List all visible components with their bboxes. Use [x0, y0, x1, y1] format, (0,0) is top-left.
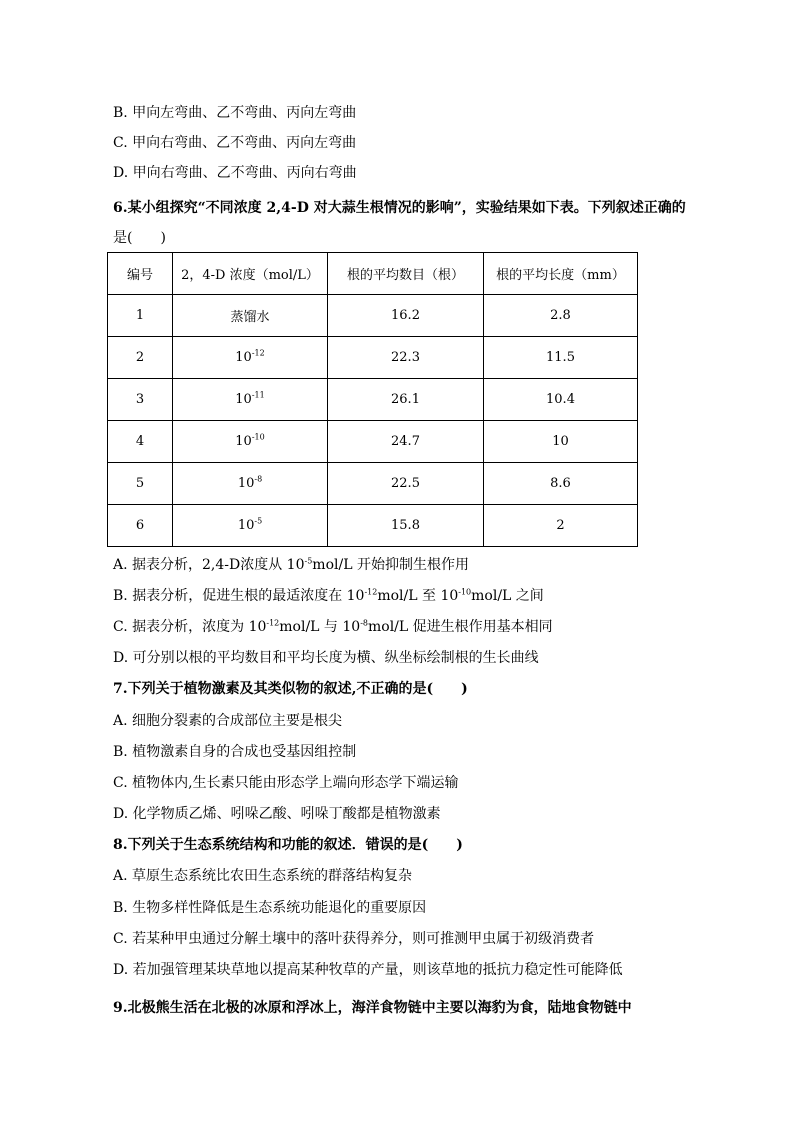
conc-base: 10: [235, 434, 252, 449]
cell-concentration: [173, 379, 328, 421]
conc-base: 10: [237, 518, 255, 533]
table-row: [108, 337, 638, 379]
conc-exponent: -10: [251, 432, 265, 442]
cell-concentration: [173, 337, 328, 379]
q8-stem-text: 8.下列关于生态系统结构和功能的叙述．错误的是( ): [113, 837, 463, 853]
q7-option-a: A. 细胞分裂素的合成部位主要是根尖: [113, 713, 343, 729]
cell-length: 8.6: [484, 463, 638, 505]
opt-exponent: -12: [266, 618, 280, 628]
q6-stem-text: 6.某小组探究“不同浓度 2,4-D 对大蒜生根情况的影响”，实验结果如下表。下列叙述正确的: [113, 200, 686, 216]
cell-count: 24.7: [328, 421, 484, 463]
cell-length: 11.5: [484, 337, 638, 379]
opt-text: C. 据表分析，浓度为 10: [113, 619, 267, 635]
conc-exponent: -12: [251, 348, 265, 358]
header-root-count: 根的平均数目（根）: [328, 253, 484, 295]
opt-exponent: -10: [458, 587, 472, 597]
q8-stem: [113, 835, 463, 855]
table-row: [108, 295, 638, 337]
q7-option-c: C. 植物体内,生长素只能由形态学上端向形态学下端运输: [113, 775, 459, 791]
prev-option-b: B. 甲向左弯曲、乙不弯曲、丙向左弯曲: [113, 105, 357, 121]
cell-count: 15.8: [328, 505, 484, 547]
cell-count: 16.2: [328, 295, 484, 337]
conc-exponent: -5: [254, 516, 263, 526]
prev-option-d: D. 甲向右弯曲、乙不弯曲、丙向右弯曲: [113, 165, 357, 181]
cell-id: 1: [108, 295, 173, 337]
q8-option-d: D. 若加强管理某块草地以提高某种牧草的产量，则该草地的抵抗力稳定性可能降低: [113, 962, 623, 978]
q6-stem-line1: [113, 198, 686, 218]
table-header-row: [108, 253, 638, 295]
cell-length: 10: [484, 421, 638, 463]
header-concentration: 2，4-D 浓度（mol/L）: [173, 253, 328, 295]
opt-text: B. 据表分析，促进生根的最适浓度在 10: [113, 588, 365, 604]
cell-length: 10.4: [484, 379, 638, 421]
q9-stem: [113, 998, 632, 1018]
experiment-table: [107, 252, 638, 547]
opt-exponent: -12: [364, 587, 378, 597]
cell-concentration: [173, 505, 328, 547]
q7-option-b: B. 植物激素自身的合成也受基因组控制: [113, 744, 357, 760]
header-root-length: 根的平均长度（mm）: [484, 253, 638, 295]
opt-exponent: -8: [360, 618, 368, 628]
cell-concentration: [173, 295, 328, 337]
q6-option-a: [113, 555, 469, 575]
opt-text: mol/L 之间: [471, 588, 544, 604]
opt-text: mol/L 开始抑制生根作用: [312, 557, 469, 573]
prev-option-c: C. 甲向右弯曲、乙不弯曲、丙向左弯曲: [113, 135, 357, 151]
conc-exponent: -8: [254, 474, 263, 484]
q6-stem-line2: 是( ): [113, 230, 166, 246]
q7-stem-text: 7.下列关于植物激素及其类似物的叙述,不正确的是( ): [113, 681, 468, 697]
q6-option-d: D. 可分别以根的平均数目和平均长度为横、纵坐标绘制根的生长曲线: [113, 650, 539, 666]
header-id: 编号: [108, 253, 173, 295]
cell-concentration: [173, 463, 328, 505]
opt-text: A. 据表分析，2,4-D浓度从 10: [113, 557, 305, 573]
q6-option-b: [113, 586, 544, 606]
conc-exponent: -11: [251, 390, 265, 400]
cell-id: 4: [108, 421, 173, 463]
opt-exponent: -5: [304, 556, 313, 566]
cell-id: 5: [108, 463, 173, 505]
q8-option-c: C. 若某种甲虫通过分解土壤中的落叶获得养分，则可推测甲虫属于初级消费者: [113, 931, 595, 947]
table-row: [108, 463, 638, 505]
cell-id: 6: [108, 505, 173, 547]
q7-stem: [113, 679, 468, 699]
opt-text: mol/L 与 10: [279, 619, 361, 635]
q8-option-a: A. 草原生态系统比农田生态系统的群落结构复杂: [113, 868, 413, 884]
cell-length: 2: [484, 505, 638, 547]
cell-count: 26.1: [328, 379, 484, 421]
q6-option-c: [113, 617, 553, 637]
conc-base: 10: [235, 392, 252, 407]
cell-length: 2.8: [484, 295, 638, 337]
q9-stem-text: 9.北极熊生活在北极的冰原和浮冰上，海洋食物链中主要以海豹为食，陆地食物链中: [113, 1000, 632, 1016]
conc-base: 蒸馏水: [230, 310, 270, 325]
q7-option-d: D. 化学物质乙烯、吲哚乙酸、吲哚丁酸都是植物激素: [113, 806, 441, 822]
table-row: [108, 505, 638, 547]
cell-id: 3: [108, 379, 173, 421]
opt-text: mol/L 至 10: [377, 588, 459, 604]
cell-concentration: [173, 421, 328, 463]
cell-count: 22.3: [328, 337, 484, 379]
conc-base: 10: [235, 350, 252, 365]
table-row: [108, 421, 638, 463]
cell-count: 22.5: [328, 463, 484, 505]
table-row: [108, 379, 638, 421]
conc-base: 10: [237, 476, 255, 491]
opt-text: mol/L 促进生根作用基本相同: [368, 619, 553, 635]
q8-option-b: B. 生物多样性降低是生态系统功能退化的重要原因: [113, 900, 427, 916]
cell-id: 2: [108, 337, 173, 379]
